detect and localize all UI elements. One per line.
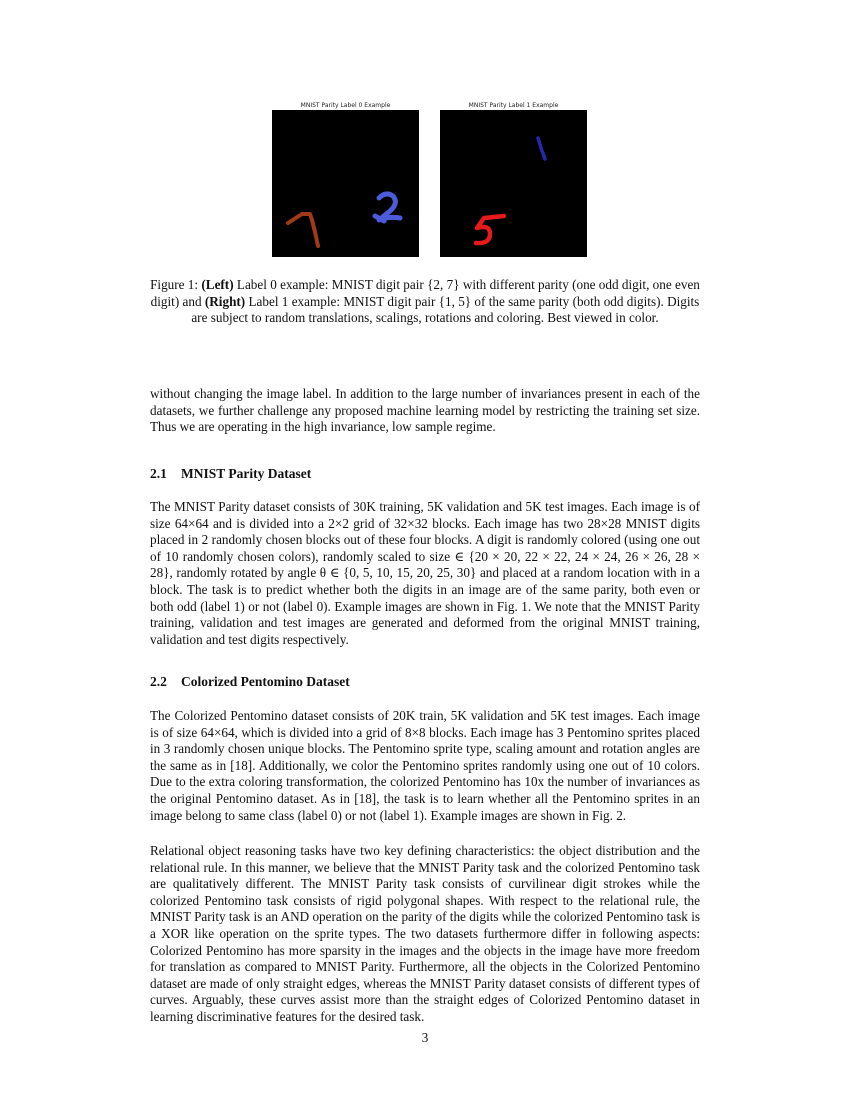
figure-left-panel — [272, 101, 419, 257]
section-2-2-paragraph-2: Relational object reasoning tasks have two key defining characteristics: the object distribution and the relational rule. In this manner, we believe that the MNIST Parity task and the colorized Pentomino task are qualitatively different. The MNIST Parity task consists of curvilinear digit strokes while the colorized Pentomino task consists of rigid polygonal shapes. With respect to the relational rule, the MNIST Parity task is an AND operation on the parity of the digits while the colorized Pentomino task is a XOR like operation on the sprite types. The two datasets furthermore differ in following aspects: Colorized Pentomino has more sparsity in the images and the objects in the image have more freedom for translation as compared to MNIST Parity. Furthermore, all the objects in the Colorized Pentomino dataset are made of only straight edges, whereas the MNIST Parity dataset consists of different types of curves. Arguably, these curves assist more than the straight edges of Colorized Pentomino dataset in learning discriminative features for the desired task. — [150, 843, 700, 1024]
caption-part1: Label 0 example: MNIST digit pair {2, 7} with different parity (one odd digit, one even digit) and — [150, 277, 700, 309]
caption-right-label: (Right) — [204, 293, 246, 309]
figure-caption — [150, 277, 700, 327]
section-2-1-title: MNIST Parity Dataset — [181, 466, 312, 481]
intro-paragraph: without changing the image label. In addition to the large number of invariances present in each of the datasets, we further challenge any proposed machine learning model by restricting the training set size. Thus we are operating in the high invariance, low sample regime. — [150, 386, 700, 435]
section-2-1-heading — [150, 466, 311, 482]
figure-right-panel — [440, 101, 587, 257]
caption-prefix: Figure 1: — [150, 277, 202, 292]
page-number: 3 — [421, 1030, 429, 1045]
figure-right-image — [440, 110, 587, 257]
section-2-1-number: 2.1 — [150, 466, 167, 481]
section-2-2-title: Colorized Pentomino Dataset — [181, 674, 350, 689]
figure-right-title: MNIST Parity Label 1 Example — [468, 102, 559, 109]
section-2-1-paragraph: The MNIST Parity dataset consists of 30K training, 5K validation and 5K test images. Each image is of size 64×64 and is divided into a 2×2 grid of 32×32 blocks. Each image has two 28×28 MNIST digits placed in 2 randomly chosen blocks out of these four blocks. A digit is randomly colored (using one out of 10 randomly chosen colors), randomly scaled to size ∈ {20 × 20, 22 × 22, 24 × 24, 26 × 26, 28 × 28}, randomly rotated by angle θ ∈ {0, 5, 10, 15, 20, 25, 30} and placed at a random location with in a block. The task is to predict whether both the digits in an image are of the same parity, both even or both odd (label 1) or not (label 0). Example images are shown in Fig. 1. We note that the MNIST Parity training, validation and test images are generated and deformed from the original MNIST training, validation and test digits respectively. — [150, 499, 700, 647]
figure-left-image — [272, 110, 419, 257]
figure-left-title: MNIST Parity Label 0 Example — [300, 102, 391, 109]
section-2-2-paragraph-1: The Colorized Pentomino dataset consists of 20K train, 5K validation and 5K test images. Each image is of size 64×64, which is divided into a grid of 8×8 blocks. Each image has 3 Pentomino sprites placed in 3 randomly chosen unique blocks. The Pentomino sprite type, scaling amount and rotation angles are the same as in [18]. Additionally, we color the Pentomino sprites randomly using one out of 10 colors. Due to the extra coloring transformation, the colorized Pentomino has 10x the number of invariances as the original Pentomino dataset. As in [18], the task is to learn whether all the Pentomino sprites in an image belong to same class (label 0) or not (label 1). Example images are shown in Fig. 2. — [150, 708, 700, 823]
caption-part2: Label 1 example: MNIST digit pair {1, 5} of the same parity (both odd digits). Digits are subject to random translations, scalings, rotations and coloring. Best viewed in color. — [191, 293, 700, 326]
caption-left-label: (Left) — [201, 277, 234, 292]
section-2-2-heading — [150, 674, 350, 690]
section-2-2-number: 2.2 — [150, 674, 167, 689]
